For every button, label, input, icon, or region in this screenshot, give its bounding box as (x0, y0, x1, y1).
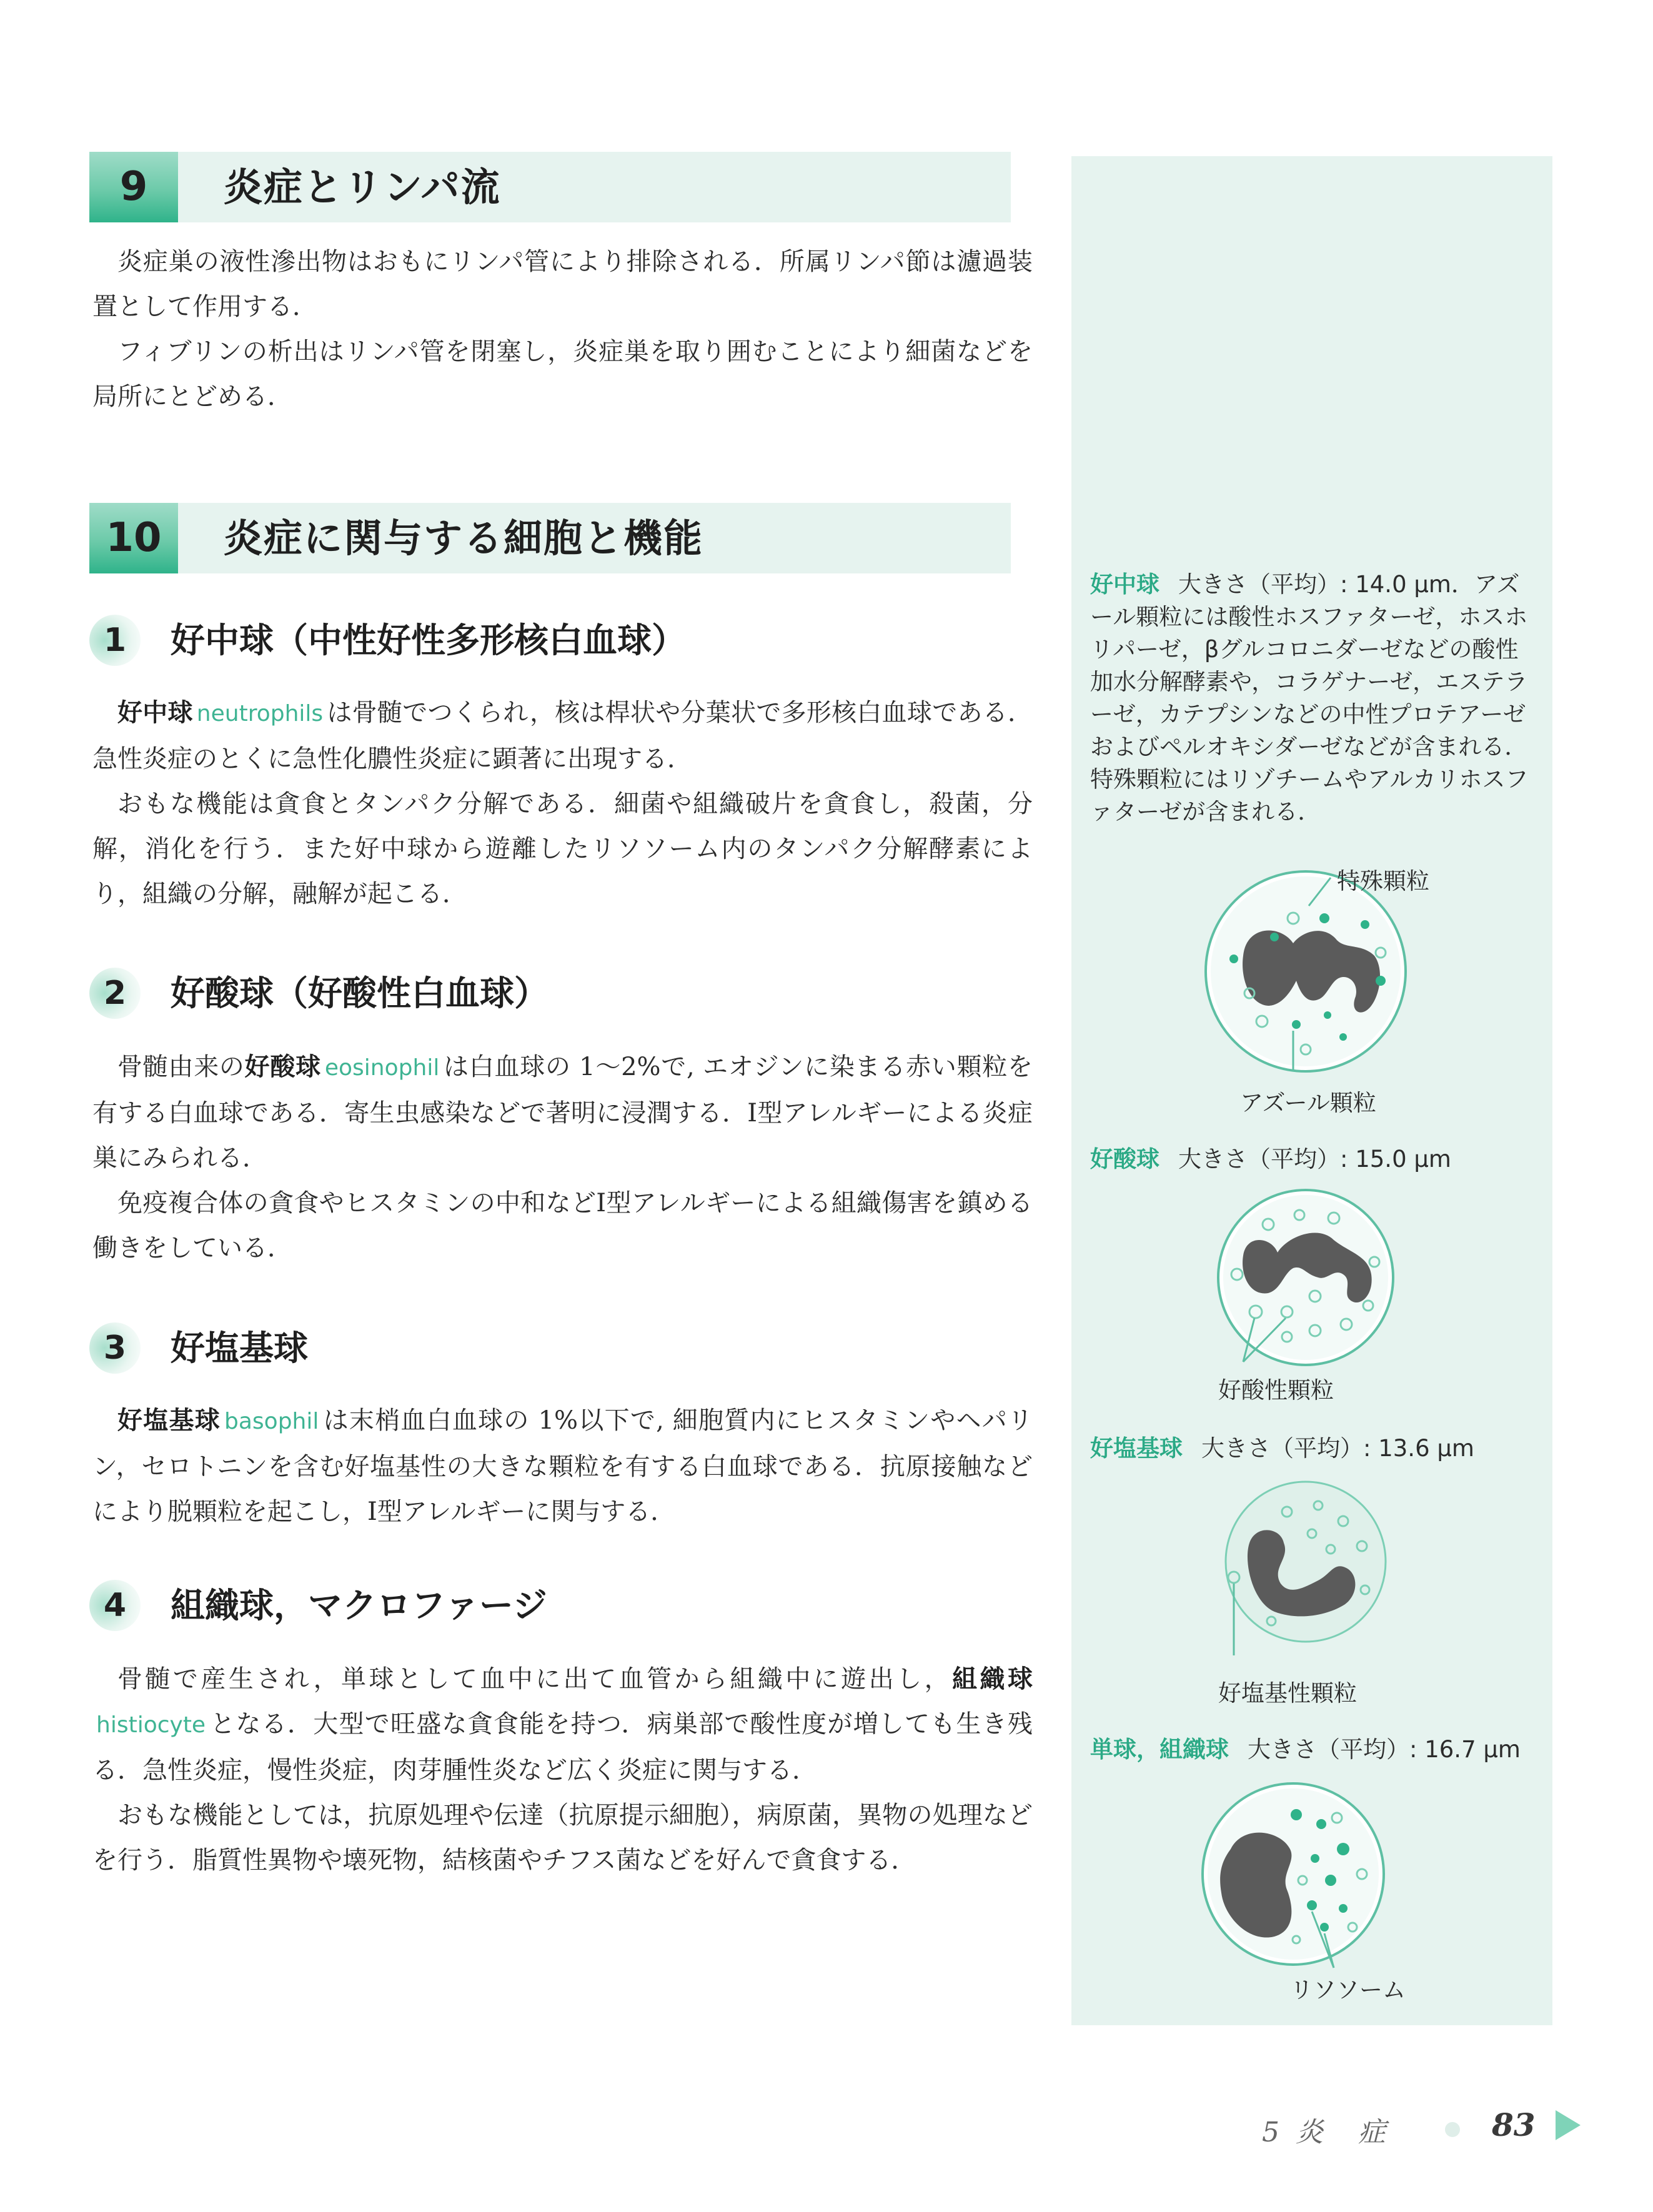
paragraph (92, 690, 1033, 781)
paragraph (92, 1657, 1033, 1793)
section-title: 炎症に関与する細胞と機能 (224, 515, 704, 561)
subsection-title: 好酸球（好酸性白血球） (171, 973, 549, 1013)
english-term: neutrophils (196, 701, 324, 727)
term: 組織球 (952, 1665, 1033, 1694)
basophil-description (1090, 1432, 1540, 1465)
section-number: 9 (89, 152, 178, 222)
cell-label: 好酸球 (1090, 1146, 1159, 1173)
cell-description: 大きさ（平均）: 15.0 μm (1178, 1146, 1451, 1173)
paragraph: 炎症巣の液性滲出物はおもにリンパ管により排除される．所属リンパ節は濾過装置として作用する． (92, 247, 1033, 321)
cell-description: 大きさ（平均）: 14.0 μm．アズール顆粒には酸性ホスファターゼ，ホスホリパーゼ，βグルコロニダーゼなどの酸性加水分解酵素や，コラゲナーゼ，エステラーゼ，カテプシンなどの中性プロテアーゼおよびペルオキシダーゼなどが含まれる．特殊顆粒にはリゾチームやアルカリホスファターゼが含まれる． (1090, 571, 1529, 825)
subsection-4-body (92, 1657, 1033, 1883)
footer-chapter: 5 炎 症 (1262, 2116, 1389, 2148)
caption-azurophilic-granules: アズール顆粒 (1240, 1089, 1376, 1116)
paragraph-text: となる．大型で旺盛な貪食能を持つ．病巣部で酸性度が増しても生き残る．急性炎症，慢性炎症，肉芽腫性炎など広く炎症に関与する． (92, 1710, 1033, 1785)
english-term: histiocyte (96, 1712, 206, 1738)
cell-description: 大きさ（平均）: 16.7 μm (1248, 1736, 1521, 1763)
next-page-arrow-icon (1556, 2110, 1581, 2140)
paragraph-text: は骨髄でつくられ，核は桿状や分葉状で多形核白血球である．急性炎症のとくに急性化膿性炎症に顕著に出現する． (92, 698, 1033, 773)
paragraph-text: 骨髄由来の (117, 1053, 245, 1081)
section-header-10 (89, 503, 1011, 573)
monocyte-description (1090, 1733, 1540, 1766)
paragraph (92, 1398, 1033, 1534)
section-number: 10 (89, 503, 178, 573)
caption-specific-granules: 特殊顆粒 (1337, 868, 1429, 895)
paragraph: おもな機能としては，抗原処理や伝達（抗原提示細胞），病原菌，異物の処理などを行う．脂質性異物や壊死物，結核菌やチフス菌などを好んで貪食する． (92, 1801, 1033, 1875)
paragraph-text: は白血球の 1〜2%で, エオジンに染まる赤い顆粒を有する白血球である．寄生虫感染などで著明に浸潤する．Ⅰ型アレルギーによる炎症巣にみられる． (92, 1053, 1033, 1173)
paragraph-text: 骨髄で産生され，単球として血中に出て血管から組織中に遊出し， (117, 1665, 953, 1694)
cell-label: 単球，組織球 (1090, 1736, 1229, 1763)
subsection-number: 4 (89, 1580, 141, 1631)
term: 好塩基球 (117, 1406, 221, 1435)
monocyte-illustration (1187, 1780, 1399, 1974)
subsection-number: 2 (89, 968, 141, 1019)
paragraph: おもな機能は貪食とタンパク分解である．細菌や組織破片を貪食し，殺菌，分解，消化を行う．また好中球から遊離したリソソーム内のタンパク分解酵素により，組織の分解，融解が起こる． (92, 790, 1033, 908)
caption-eosinophilic-granules: 好酸性顆粒 (1218, 1377, 1334, 1404)
english-term: eosinophil (324, 1055, 440, 1081)
footer-dot-icon (1445, 2122, 1460, 2137)
page-number: 83 (1492, 2106, 1536, 2143)
neutrophil-description (1090, 568, 1540, 828)
subsection-title: 好塩基球 (171, 1328, 309, 1368)
paragraph-text: は末梢血白血球の 1%以下で, 細胞質内にヒスタミンやヘパリン，セロトニンを含む好塩基性の大きな顆粒を有する白血球である．抗原接触などにより脱顆粒を起こし，Ⅰ型アレルギーに関与する． (92, 1406, 1033, 1526)
subsection-title: 組織球，マクロファージ (171, 1585, 547, 1625)
subsection-3-body (92, 1398, 1033, 1534)
eosinophil-description (1090, 1143, 1540, 1176)
caption-lysosome: リソソーム (1290, 1976, 1406, 2003)
subsection-number: 3 (89, 1322, 141, 1374)
section-title: 炎症とリンパ流 (224, 164, 501, 210)
subsection-number: 1 (89, 615, 141, 666)
term: 好中球 (117, 698, 193, 727)
term: 好酸球 (244, 1053, 321, 1081)
cell-label: 好塩基球 (1090, 1435, 1183, 1462)
paragraph: フィブリンの析出はリンパ管を閉塞し，炎症巣を取り囲むことにより細菌などを局所にとどめる． (92, 337, 1033, 411)
section-9-body (92, 239, 1033, 419)
cell-label: 好中球 (1090, 571, 1159, 598)
subsection-title: 好中球（中性好性多形核白血球） (171, 620, 687, 660)
cell-description: 大きさ（平均）: 13.6 μm (1201, 1435, 1474, 1462)
basophil-illustration (1206, 1474, 1406, 1662)
section-header-9 (89, 152, 1011, 222)
eosinophil-illustration (1199, 1181, 1412, 1381)
caption-basophilic-granules: 好塩基性顆粒 (1218, 1680, 1357, 1707)
subsection-1-body (92, 690, 1033, 916)
paragraph (92, 1044, 1033, 1181)
paragraph: 免疫複合体の貪食やヒスタミンの中和などⅠ型アレルギーによる組織傷害を鎮める働きをしている． (92, 1189, 1033, 1262)
english-term: basophil (224, 1409, 319, 1434)
subsection-2-body (92, 1044, 1033, 1271)
